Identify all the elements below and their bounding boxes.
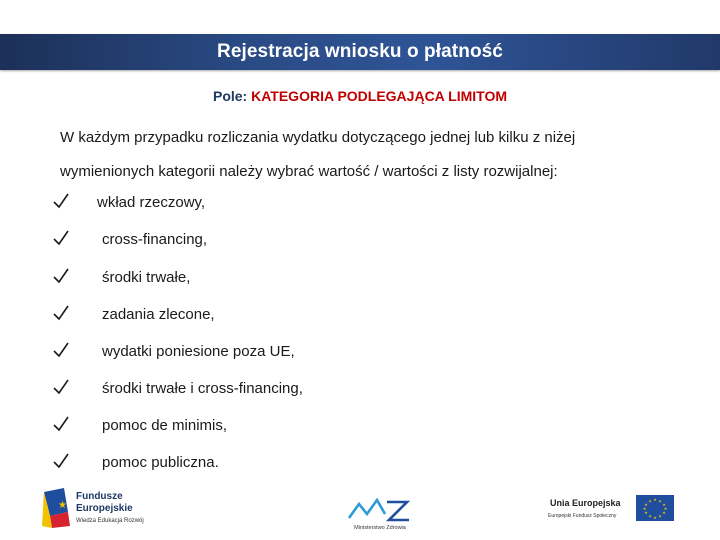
intro-paragraph (60, 121, 700, 189)
field-prefix: Pole: (212, 88, 248, 104)
checkmark-icon (52, 378, 70, 396)
svg-text:★: ★ (653, 515, 657, 520)
ue-logo-line2: Europejski Fundusz Społeczny (548, 513, 617, 519)
svg-text:★: ★ (642, 506, 647, 511)
title-bar (0, 34, 720, 70)
checkmark-icon (52, 304, 70, 322)
ue-logo-line1: Unia Europejska (550, 498, 621, 508)
checkmark-icon (52, 192, 70, 210)
svg-text:★: ★ (648, 498, 652, 504)
fe-logo-line1: Fundusze (76, 491, 123, 502)
mz-logo-caption: Ministerstwo Zdrowia (354, 525, 406, 531)
fundusze-europejskie-logo (42, 486, 182, 530)
list-item (52, 302, 652, 332)
list-item-label: środki trwałe i cross-financing, (102, 380, 303, 397)
list-item (52, 265, 652, 295)
list-item-label: środki trwałe, (102, 269, 191, 286)
svg-text:★: ★ (653, 497, 657, 502)
svg-text:★: ★ (58, 500, 67, 511)
list-item-label: cross-financing, (102, 231, 208, 248)
list-item (52, 190, 652, 220)
list-item-label: wydatki poniesione poza UE, (102, 343, 295, 360)
unia-europejska-logo (548, 492, 678, 526)
svg-text:★: ★ (648, 513, 652, 519)
list-item (52, 450, 652, 480)
list-item (52, 339, 652, 369)
intro-line: wymienionych kategorii należy wybrać wartość / wartości z listy rozwijalnej: (60, 163, 558, 180)
list-item-label: wkład rzeczowy, (97, 194, 206, 211)
checkmark-icon (52, 341, 70, 359)
list-item-label: pomoc publiczna. (102, 454, 219, 471)
list-item (52, 227, 652, 257)
checkmark-icon (52, 229, 70, 247)
checkmark-icon (52, 267, 70, 285)
svg-text:★: ★ (658, 498, 662, 504)
svg-text:★: ★ (658, 513, 662, 519)
svg-text:★: ★ (662, 502, 666, 507)
field-name: KATEGORIA PODLEGAJĄCA LIMITOM (251, 88, 507, 104)
list-item (52, 376, 652, 406)
fe-logo-line3: Wiedza Edukacja Rozwój (76, 518, 144, 524)
svg-text:★: ★ (663, 506, 668, 511)
fe-logo-line2: Europejskie (76, 503, 133, 514)
list-item (52, 413, 652, 443)
svg-text:★: ★ (644, 510, 648, 515)
footer-logos (0, 486, 720, 536)
page-title: Rejestracja wniosku o płatność (217, 41, 503, 62)
list-item-label: zadania zlecone, (102, 306, 215, 323)
checkmark-icon (52, 452, 70, 470)
list-item-label: pomoc de minimis, (102, 417, 228, 434)
ministerstwo-zdrowia-logo (345, 492, 415, 532)
svg-text:★: ★ (644, 502, 648, 507)
intro-line: W każdym przypadku rozliczania wydatku dotyczącego jednej lub kilku z niżej (60, 129, 576, 146)
checkmark-icon (52, 415, 70, 433)
svg-text:★: ★ (662, 510, 666, 515)
field-subtitle (0, 88, 720, 104)
